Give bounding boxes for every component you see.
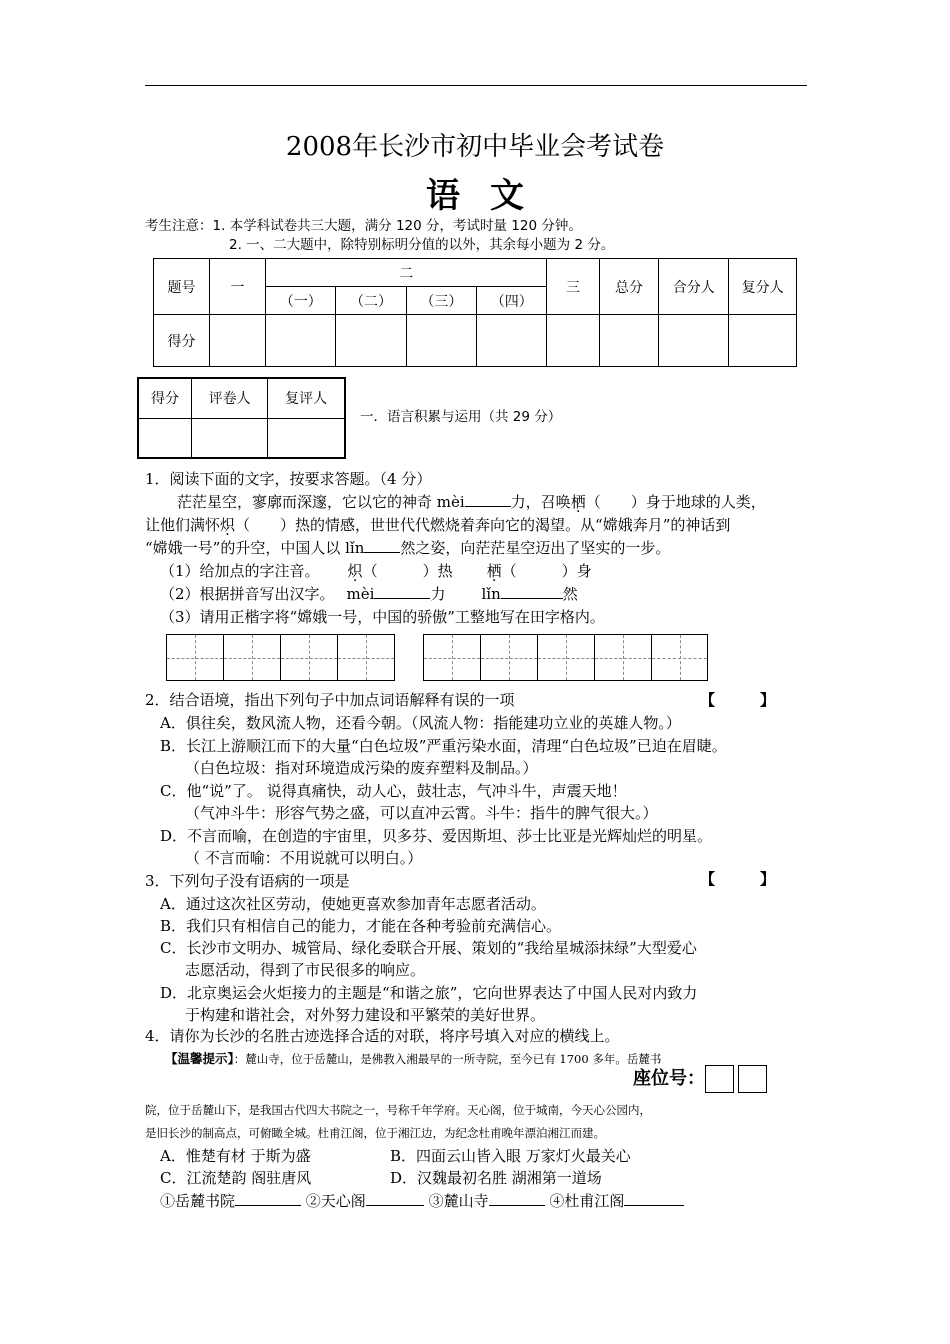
q1-s1-qi: 栖 <box>486 562 502 580</box>
score-table-col-3: 三 <box>547 259 599 315</box>
q1-passage-line-3 <box>145 537 670 558</box>
score-table-rechecker: 复分人 <box>729 259 797 315</box>
q1-s2-blank-2[interactable] <box>501 584 563 599</box>
q3-option-c-cont: 志愿活动，得到了市民很多的响应。 <box>185 961 426 979</box>
notice-item-1: 1. 本学科试卷共三大题，满分 120 分，考试时量 120 分钟。 <box>212 218 582 234</box>
q4-fill-blank-3[interactable] <box>489 1191 545 1206</box>
q1-stem: 1．阅读下面的文字，按要求答题。（4 分） <box>145 470 432 488</box>
q2-answer-bracket[interactable]: 【 】 <box>700 691 776 709</box>
score-table-sub-1: （一） <box>266 287 336 315</box>
q2-option-a: A．俱往矣，数风流人物，还看今朝。（风流人物：指能建功立业的英雄人物。） <box>160 714 681 732</box>
q3-stem: 3．下列句子没有语病的一项是 <box>145 872 350 890</box>
q1-s1-chi: 炽 <box>347 562 363 580</box>
q1-p3a: “嫦娥一号”的升空，中国人以 lǐn <box>145 539 365 557</box>
q1-sub-1 <box>160 560 592 581</box>
score-cell[interactable] <box>659 315 729 367</box>
score-table-sub-3: （三） <box>406 287 476 315</box>
q1-dotted-qi: 栖 <box>570 493 586 511</box>
notice-label: 考生注意： <box>145 218 213 234</box>
tianzige-cell[interactable] <box>167 635 224 680</box>
tianzige-cell[interactable] <box>595 635 652 680</box>
score-cell[interactable] <box>599 315 659 367</box>
q1-p1b: 力，召唤 <box>510 493 571 511</box>
score-table-combiner: 合分人 <box>659 259 729 315</box>
q1-s1a: （1）给加点的字注音。 <box>160 562 320 580</box>
q3-option-b: B．我们只有相信自己的能力，才能在各种考验前充满信心。 <box>160 917 562 935</box>
score-table-number-header: 题号 <box>154 259 210 315</box>
top-rule <box>145 85 807 86</box>
q4-fill-label-3: ③麓山寺 <box>428 1192 489 1210</box>
q4-tip-line-2: 院，位于岳麓山下，是我国古代四大书院之一，号称千年学府。天心阁，位于城南，今天心公园内， <box>145 1103 651 1117</box>
tianzige-cell[interactable] <box>224 635 281 680</box>
q2-option-c-note: （气冲斗牛：形容气势之盛，可以直冲云霄。斗牛：指牛的脾气很大。） <box>185 804 658 822</box>
q4-stem: 4．请你为长沙的名胜古迹选择合适的对联，将序号填入对应的横线上。 <box>145 1027 620 1045</box>
q2-option-d-note: （ 不言而喻：不用说就可以明白。） <box>185 849 423 867</box>
q1-s2-mei: mèi <box>346 585 375 603</box>
q4-fill-label-2: ②天心阁 <box>305 1192 366 1210</box>
score-table-col-1: 一 <box>210 259 266 315</box>
notice-item-2: 2. 一、二大题中，除特别标明分值的以外，其余每小题为 2 分。 <box>229 237 615 253</box>
q4-fill-blank-1[interactable] <box>235 1191 301 1206</box>
q1-sub-2 <box>160 583 578 604</box>
q1-s2-lin: lǐn <box>481 585 501 603</box>
tianzige-cell[interactable] <box>338 635 394 680</box>
q3-answer-bracket[interactable]: 【 】 <box>700 870 776 888</box>
grader-box <box>137 377 346 459</box>
q1-s2a: （2）根据拼音写出汉字。 <box>160 585 335 603</box>
score-cell[interactable] <box>547 315 599 367</box>
tianzige-cell[interactable] <box>538 635 595 680</box>
grader-score-label: 得分 <box>138 378 191 418</box>
q4-option-c: C．江流楚韵 阁驻唐风 <box>160 1169 312 1187</box>
notice-line-1 <box>145 214 582 234</box>
exam-title: 2008年长沙市初中毕业会考试卷 <box>285 132 665 162</box>
q4-fill-label-4: ④杜甫江阁 <box>549 1192 625 1210</box>
score-cell[interactable] <box>336 315 406 367</box>
q1-sub-3: （3）请用正楷字将“嫦娥一号，中国的骄傲”工整地写在田字格内。 <box>160 608 605 626</box>
q1-dotted-chi: 炽 <box>220 516 236 534</box>
tianzige-grid-left[interactable] <box>166 634 395 681</box>
q3-option-c: C．长沙市文明办、城管局、绿化委联合开展、策划的“我给星城添抹绿”大型爱心 <box>160 939 697 957</box>
q1-blank-mei[interactable] <box>465 492 511 507</box>
q2-stem: 2．结合语境，指出下列句子中加点词语解释有误的一项 <box>145 691 515 709</box>
score-cell[interactable] <box>477 315 547 367</box>
seat-number-box-2[interactable] <box>738 1065 767 1093</box>
q1-blank-lin[interactable] <box>364 538 400 553</box>
rechecker-label: 复评人 <box>268 378 345 418</box>
q1-passage-line-1 <box>177 491 766 512</box>
seat-number-box-1[interactable] <box>705 1065 734 1093</box>
score-table-score-label: 得分 <box>154 315 210 367</box>
q1-passage-line-2 <box>145 514 730 535</box>
score-table-col-2: 二 <box>266 259 547 287</box>
q1-p1a: 茫茫星空，寥廓而深邃，它以它的神奇 mèi <box>177 493 465 511</box>
score-table-sub-4: （四） <box>477 287 547 315</box>
q2-option-c: C．他“说”了。 说得真痛快，动人心，鼓壮志，气冲斗牛，声震天地！ <box>160 782 627 800</box>
score-cell[interactable] <box>266 315 336 367</box>
q1-p2a: 让他们满怀 <box>145 516 221 534</box>
q4-tip-label: 【温馨提示】 <box>165 1051 234 1066</box>
q4-fill-blank-4[interactable] <box>624 1191 684 1206</box>
q1-s2-blank-1[interactable] <box>374 584 430 599</box>
q4-option-d: D．汉魏最初名胜 湖湘第一道场 <box>390 1169 602 1187</box>
q4-fill-row <box>160 1190 684 1211</box>
seat-label: 座位号： <box>633 1068 705 1089</box>
q4-tip-text-1: ：麓山寺，位于岳麓山，是佛教入湘最早的一所寺院，至今已有 1700 多年。岳麓书 <box>233 1052 662 1066</box>
q4-option-a: A．惟楚有材 于斯为盛 <box>160 1147 311 1165</box>
grader-cell[interactable] <box>191 418 267 458</box>
tianzige-cell[interactable] <box>424 635 481 680</box>
q2-option-d: D．不言而喻，在创造的宇宙里，贝多芬、爱因斯坦、莎士比亚是光辉灿烂的明星。 <box>160 827 713 845</box>
q1-s2-ran: 然 <box>562 585 578 603</box>
q1-p3b: 然之姿，向茫茫星空迈出了坚实的一步。 <box>400 539 671 557</box>
tianzige-cell[interactable] <box>652 635 707 680</box>
q3-option-d: D．北京奥运会火炬接力的主题是“和谐之旅”，它向世界表达了中国人民对内致力 <box>160 984 698 1002</box>
q4-option-b: B．四面云山皆入眼 万家灯火最关心 <box>390 1147 631 1165</box>
score-cell[interactable] <box>210 315 266 367</box>
score-table-total: 总分 <box>599 259 659 315</box>
exam-subject: 语文 <box>426 176 554 216</box>
q1-s1-qi-answer[interactable]: （ ）身 <box>501 562 592 580</box>
q3-option-d-cont: 于构建和谐社会，对外努力建设和平繁荣的美好世界。 <box>185 1006 546 1024</box>
section-1-title: 一．语言积累与运用（共 29 分） <box>360 409 562 425</box>
q3-option-a: A．通过这次社区劳动，使她更喜欢参加青年志愿者活动。 <box>160 895 546 913</box>
grader-cell[interactable] <box>138 418 191 458</box>
tianzige-cell[interactable] <box>481 635 538 680</box>
score-table <box>153 258 797 367</box>
grader-label: 评卷人 <box>191 378 267 418</box>
tianzige-grid-right[interactable] <box>423 634 708 681</box>
score-cell[interactable] <box>406 315 476 367</box>
score-table-sub-2: （二） <box>336 287 406 315</box>
score-cell[interactable] <box>729 315 797 367</box>
q4-tip-line-1 <box>165 1049 661 1067</box>
q4-fill-blank-2[interactable] <box>366 1191 424 1206</box>
q2-option-b: B．长江上游顺江而下的大量“白色垃圾”严重污染水面，清理“白色垃圾”已迫在眉睫。 <box>160 737 727 755</box>
q1-p1d: （ ）身于地球的人类， <box>585 493 766 511</box>
tianzige-cell[interactable] <box>281 635 338 680</box>
q1-s1-chi-answer[interactable]: （ ）热 <box>362 562 453 580</box>
q4-fill-label-1: ①岳麓书院 <box>160 1192 236 1210</box>
q1-p2c: （ ）热的情感，世世代代燃烧着奔向它的渴望。从“嫦娥奔月”的神话到 <box>235 516 731 534</box>
q1-s2-li: 力 <box>430 585 446 603</box>
grader-cell[interactable] <box>268 418 345 458</box>
q4-tip-line-3: 是旧长沙的制高点，可俯瞰全城。杜甫江阁，位于湘江边，为纪念杜甫晚年漂泊湘江而建。 <box>145 1126 605 1140</box>
q2-option-b-note: （白色垃圾：指对环境造成污染的废弃塑料及制品。） <box>185 759 538 777</box>
